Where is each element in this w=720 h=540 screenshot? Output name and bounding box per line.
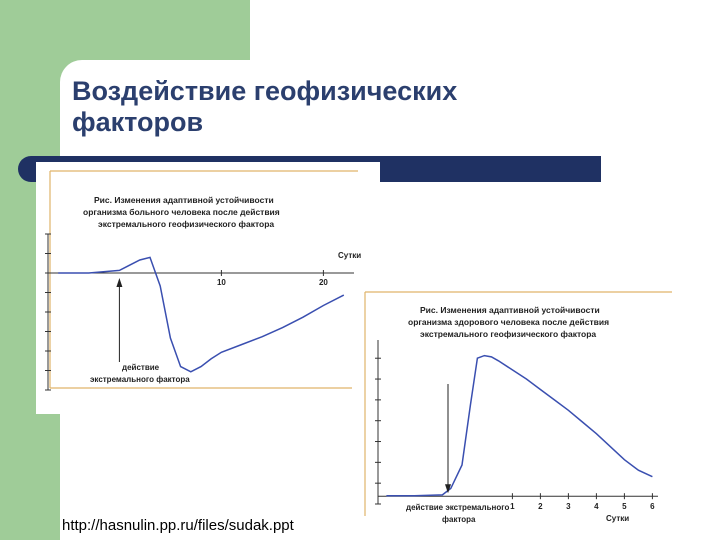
x-tick-label: 1 — [510, 502, 515, 512]
chart-healthy-person — [362, 290, 674, 530]
chart-caption-line-1: Рис. Изменения адаптивной устойчивости — [420, 305, 600, 315]
chart-caption-line-3: экстремального геофизического фактора — [98, 219, 275, 229]
chart-sick-person — [36, 162, 380, 414]
annotation-line-2: экстремального фактора — [90, 375, 190, 384]
x-tick-label: 10 — [216, 278, 226, 287]
slide-title-line-1: Воздействие геофизических — [72, 76, 458, 106]
x-tick-label: 4 — [594, 502, 599, 512]
chart-caption-line-2: организма здорового человека после действия — [408, 317, 610, 327]
chart-caption-line-1: Рис. Изменения адаптивной устойчивости — [94, 195, 274, 205]
chart-caption-line-2: организма больного человека после действия — [83, 207, 280, 217]
x-tick-label: 2 — [538, 502, 543, 512]
annotation-line-1: действие экстремального — [406, 503, 510, 512]
annotation-line-1: действие — [122, 363, 160, 372]
x-tick-label: 3 — [566, 502, 571, 512]
x-axis-label: Сутки — [338, 251, 362, 260]
x-tick-label: 20 — [318, 278, 328, 287]
slide-title — [72, 76, 672, 138]
source-url: http://hasnulin.pp.ru/files/sudak.ppt — [62, 517, 294, 534]
x-tick-label: 5 — [622, 502, 627, 512]
x-tick-label: 6 — [650, 502, 655, 512]
x-axis-label: Сутки — [606, 514, 630, 523]
annotation-line-2: фактора — [442, 515, 476, 524]
chart-caption-line-3: экстремального геофизического фактора — [420, 329, 597, 339]
slide-title-line-2: факторов — [72, 107, 204, 137]
